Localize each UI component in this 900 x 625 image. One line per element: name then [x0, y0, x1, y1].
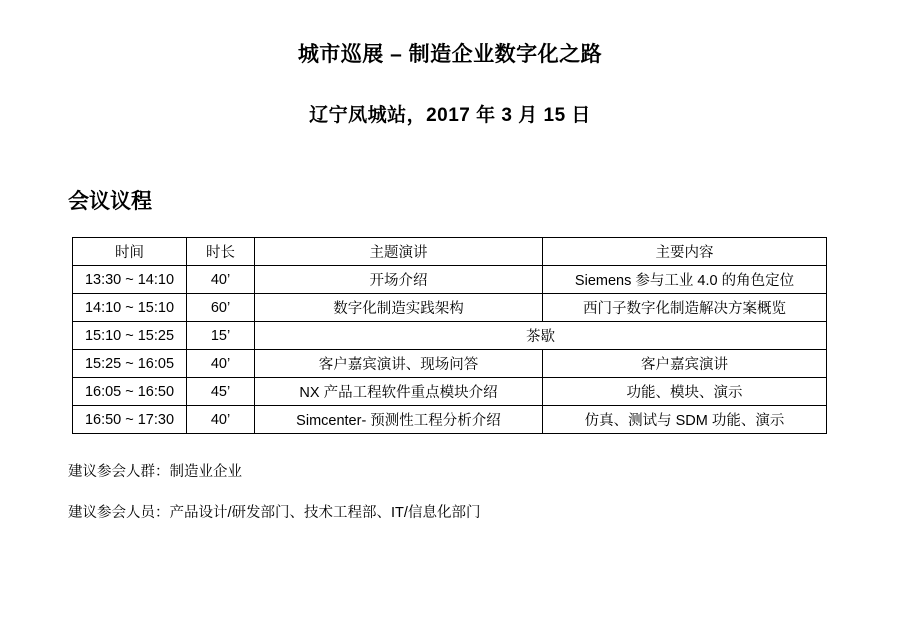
cell-time: 14:10 ~ 15:10	[73, 294, 187, 322]
cell-time: 15:25 ~ 16:05	[73, 350, 187, 378]
note-audience-roles: 建议参会人员：产品设计/研发部门、技术工程部、IT/信息化部门	[68, 504, 481, 521]
cell-topic-merged: 茶歇	[255, 322, 827, 350]
column-header-topic: 主题演讲	[255, 238, 543, 266]
page-title: 城市巡展 – 制造企业数字化之路	[297, 43, 603, 66]
cell-topic: Simcenter- 预测性工程分析介绍	[255, 406, 543, 434]
table-row	[73, 350, 827, 378]
agenda-table-wrapper	[72, 237, 826, 434]
column-header-content: 主要内容	[543, 238, 827, 266]
table-row	[73, 266, 827, 294]
cell-time: 16:50 ~ 17:30	[73, 406, 187, 434]
cell-topic: 开场介绍	[255, 266, 543, 294]
cell-duration: 15’	[187, 322, 255, 350]
cell-time: 16:05 ~ 16:50	[73, 378, 187, 406]
table-row	[73, 378, 827, 406]
table-header-row	[73, 238, 827, 266]
cell-topic: 数字化制造实践架构	[255, 294, 543, 322]
document-page	[0, 38, 900, 625]
table-row	[73, 406, 827, 434]
cell-duration: 60’	[187, 294, 255, 322]
column-header-time: 时间	[73, 238, 187, 266]
cell-time: 13:30 ~ 14:10	[73, 266, 187, 294]
cell-content: 西门子数字化制造解决方案概览	[543, 294, 827, 322]
cell-duration: 40’	[187, 266, 255, 294]
cell-duration: 45’	[187, 378, 255, 406]
column-header-duration: 时长	[187, 238, 255, 266]
agenda-table	[72, 237, 827, 434]
cell-content: Siemens 参与工业 4.0 的角色定位	[543, 266, 827, 294]
notes-block	[68, 460, 900, 525]
cell-content: 仿真、测试与 SDM 功能、演示	[543, 406, 827, 434]
cell-topic: NX 产品工程软件重点模块介绍	[255, 378, 543, 406]
cell-duration: 40’	[187, 406, 255, 434]
cell-content: 客户嘉宾演讲	[543, 350, 827, 378]
cell-content: 功能、模块、演示	[543, 378, 827, 406]
table-row	[73, 322, 827, 350]
cell-duration: 40’	[187, 350, 255, 378]
cell-topic: 客户嘉宾演讲、现场问答	[255, 350, 543, 378]
section-heading-agenda: 会议议程	[68, 190, 152, 213]
cell-time: 15:10 ~ 15:25	[73, 322, 187, 350]
table-row	[73, 294, 827, 322]
note-audience-group: 建议参会人群：制造业企业	[68, 464, 242, 480]
page-subtitle: 辽宁凤城站，2017 年 3 月 15 日	[309, 105, 591, 126]
